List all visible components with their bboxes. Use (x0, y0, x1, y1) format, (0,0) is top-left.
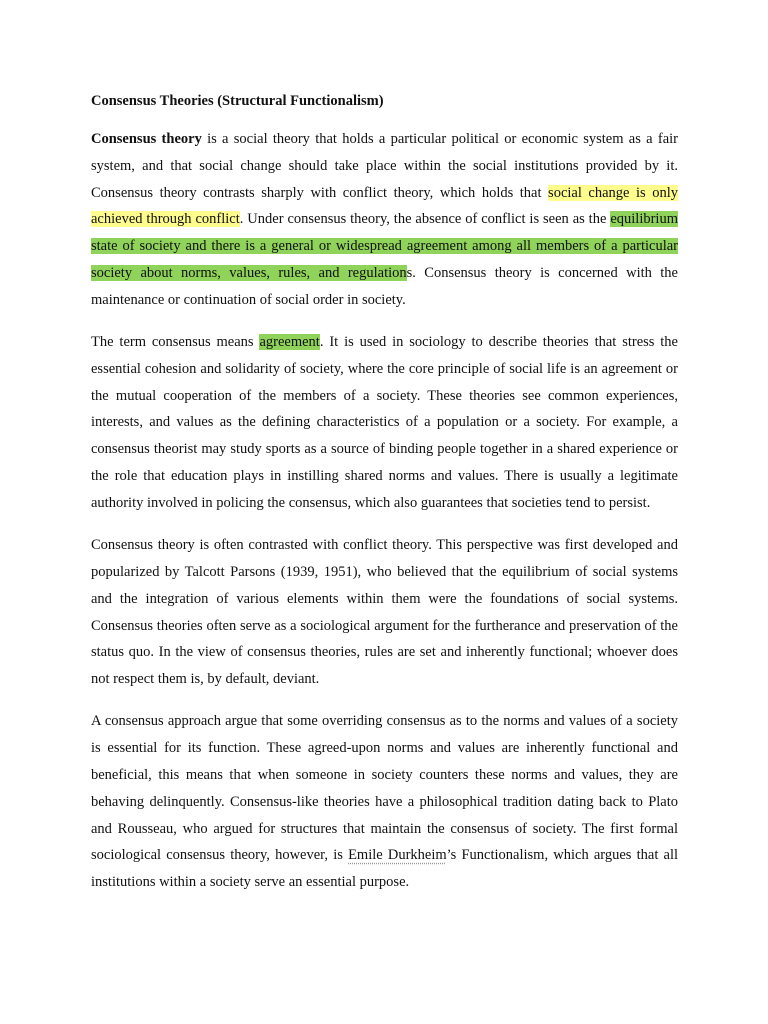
paragraph-4 (91, 708, 678, 896)
text-span: A consensus approach argue that some overriding consensus as to the norms and values of a society is essential for its function. These agreed-upon norms and values are inherently functional and beneficial, this means that when someone in society counters these norms and values, they are behaving delinquently. Consensus-like theories have a philosophical tradition dating back to Plato and Rousseau, who argued for structures that maintain the consensus of society. The first formal sociological consensus theory, however, is (91, 713, 678, 864)
bold-term: Consensus theory (91, 131, 202, 147)
person-name: Emile Durkheim (348, 847, 447, 864)
yellow-highlight: social change is only achieved through conflict (91, 184, 678, 228)
paragraph-1 (91, 126, 678, 314)
paragraph-3: Consensus theory is often contrasted with conflict theory. This perspective was first developed and popularized by Talcott Parsons (1939, 1951), who believed that the equilibrium of social systems and the integration of various elements within them were the foundations of social systems. Consensus theories often serve as a sociological argument for the furtherance and preservation of the status quo. In the view of consensus theories, rules are set and inherently functional; whoever does not respect them is, by default, deviant. (91, 537, 678, 688)
text-span: is a social theory that holds a particular political or economic system as a fair system, and that social change should take place within the social institutions provided by it. Consensus theory contrasts sharply with conflict theory, which holds that (91, 131, 678, 201)
document-page (91, 88, 678, 912)
document-title: Consensus Theories (Structural Functionalism) (91, 93, 384, 109)
green-highlight: equilibrium state of society and there is a general or widespread agreement among all members of a particular society about norms, values, rules, and regulation (91, 211, 678, 281)
text-span: . It is used in sociology to describe theories that stress the essential cohesion and solidarity of society, where the core principle of social life is an agreement or the mutual cooperation of the members of a society. These theories see common experiences, interests, and values as the defining characteristics of a population or a society. For example, a consensus theorist may study sports as a source of binding people together in a shared experience or the role that education plays in instilling shared norms and values. There is usually a legitimate authority involved in policing the consensus, which also guarantees that societies tend to persist. (91, 334, 678, 511)
paragraph-2 (91, 329, 678, 517)
text-span: s. Consensus theory is concerned with the maintenance or continuation of social order in society. (91, 264, 678, 308)
text-span: The term consensus means (91, 334, 260, 351)
text-span: . Under consensus theory, the absence of conflict is seen as the (239, 211, 611, 228)
green-highlight: agreement (259, 334, 320, 351)
text-span: ’s Functionalism, which argues that all institutions within a society serve an essential purpose. (91, 847, 679, 891)
